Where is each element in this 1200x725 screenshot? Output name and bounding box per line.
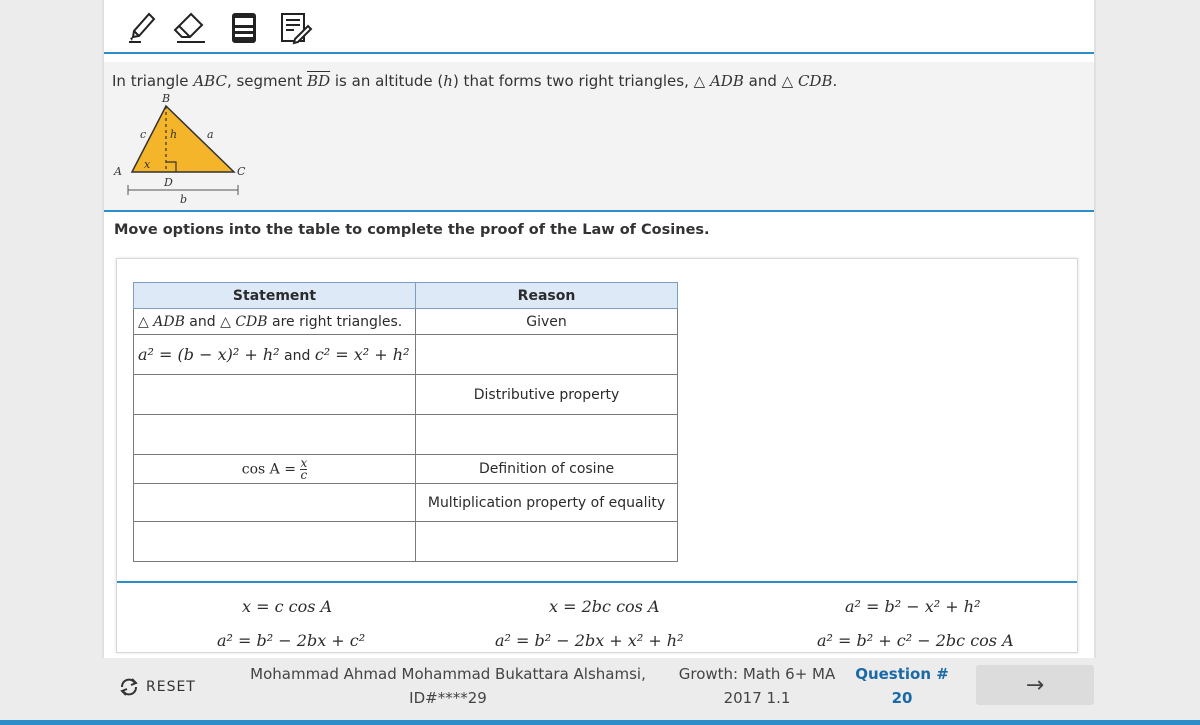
table-row (134, 335, 678, 375)
table-row (134, 375, 678, 415)
label-a: a (207, 128, 214, 141)
reason-header: Reason (416, 283, 678, 309)
prompt-triangle-abc: ABC (193, 72, 227, 90)
prompt-triangle-adb: ADB (709, 72, 744, 90)
statement-text: CDB (235, 313, 268, 330)
prompt-text (112, 72, 837, 90)
label-b: b (180, 193, 188, 204)
triangle-symbol: △ (693, 72, 706, 90)
prompt-h: h (443, 72, 453, 90)
statement-cell (134, 335, 416, 375)
statement-drop-slot[interactable] (134, 415, 416, 455)
prompt-segment: In triangle (112, 72, 194, 90)
statement-drop-slot[interactable] (134, 484, 416, 522)
prompt-segment: ) that forms two right triangles, (452, 72, 694, 90)
question-number: 20 (891, 689, 913, 707)
prompt-triangle-cdb: CDB (797, 72, 833, 90)
label-h: h (170, 128, 178, 141)
reason-cell: Multiplication property of equality (416, 484, 678, 522)
statement-text: c² = x² + h² (314, 345, 410, 364)
toolbar (104, 0, 1094, 54)
reason-drop-slot[interactable] (416, 335, 678, 375)
option-item[interactable]: x = c cos A (242, 597, 333, 616)
option-item[interactable]: x = 2bc cos A (549, 597, 660, 616)
prompt-segment: and (743, 72, 782, 90)
test-info (672, 662, 842, 710)
table-row (134, 522, 678, 562)
statement-header: Statement (134, 283, 416, 309)
label-A: A (114, 165, 122, 178)
notepad-tool-button[interactable] (278, 10, 314, 46)
next-button[interactable] (976, 665, 1094, 705)
work-area (116, 258, 1078, 653)
highlighter-tool-button[interactable] (124, 10, 160, 46)
statement-text: a² = (b − x)² + h² (138, 345, 280, 364)
option-item[interactable]: a² = b² − 2bx + c² (217, 631, 366, 650)
table-row (134, 415, 678, 455)
notepad-icon (279, 11, 313, 45)
label-B: B (162, 92, 171, 105)
table-row (134, 484, 678, 522)
label-x: x (144, 158, 151, 171)
label-c: c (140, 128, 147, 141)
options-tray (117, 581, 1077, 653)
test-name: Growth: Math 6+ MA (678, 665, 836, 683)
test-version: 2017 1.1 (723, 689, 791, 707)
highlighter-icon (127, 11, 157, 45)
student-info (248, 662, 648, 710)
table-header-row (134, 283, 678, 309)
statement-text: and (279, 348, 315, 364)
statement-cell (134, 455, 416, 484)
triangle-figure (110, 92, 250, 204)
eraser-icon (173, 11, 207, 45)
triangle-symbol: △ (220, 313, 231, 330)
fraction-denominator: c (300, 467, 308, 482)
statement-text: and (184, 313, 221, 330)
fraction-numerator: x (300, 455, 308, 470)
cos-lhs: cos A = (241, 461, 301, 477)
reason-cell: Distributive property (416, 375, 678, 415)
question-indicator (852, 662, 952, 710)
prompt-segment: . (832, 72, 838, 90)
statement-text: ADB (153, 313, 185, 330)
option-item[interactable]: a² = b² − x² + h² (845, 597, 981, 616)
label-C: C (237, 165, 246, 178)
proof-table (133, 282, 678, 562)
reason-cell: Definition of cosine (416, 455, 678, 484)
prompt-segment-bd: $\overline{BD}$ (307, 72, 331, 90)
reason-drop-slot[interactable] (416, 415, 678, 455)
option-item[interactable]: a² = b² − 2bx + x² + h² (495, 631, 684, 650)
statement-drop-slot[interactable] (134, 522, 416, 562)
calculator-tool-button[interactable] (226, 10, 262, 46)
reason-drop-slot[interactable] (416, 522, 678, 562)
option-item[interactable]: a² = b² + c² − 2bc cos A (817, 631, 1014, 650)
footer-accent-line (0, 720, 1200, 725)
question-label: Question # (855, 665, 949, 683)
student-name: Mohammad Ahmad Mohammad Bukattara Alshamsi, (250, 665, 646, 683)
triangle-symbol: △ (781, 72, 794, 90)
label-D: D (164, 176, 173, 189)
table-row (134, 309, 678, 335)
statement-cell (134, 309, 416, 335)
reset-button[interactable] (118, 676, 196, 698)
reason-cell: Given (416, 309, 678, 335)
calculator-icon (229, 11, 259, 45)
statement-text: are right triangles. (267, 313, 403, 330)
statement-text (242, 461, 301, 477)
table-row (134, 455, 678, 484)
prompt-panel (104, 62, 1094, 212)
eraser-tool-button[interactable] (172, 10, 208, 46)
prompt-segment: is an altitude ( (330, 72, 444, 90)
reset-icon (118, 676, 140, 698)
instruction-text: Move options into the table to complete the proof of the Law of Cosines. (114, 222, 710, 238)
fraction (300, 455, 308, 482)
triangle-symbol: △ (138, 313, 149, 330)
arrow-right-icon: → (1025, 672, 1045, 698)
student-id: ID#****29 (409, 689, 487, 707)
right-border (1094, 0, 1096, 725)
reset-label: RESET (146, 679, 196, 695)
prompt-segment: , segment (226, 72, 308, 90)
test-frame (104, 0, 1094, 725)
statement-drop-slot[interactable] (134, 375, 416, 415)
